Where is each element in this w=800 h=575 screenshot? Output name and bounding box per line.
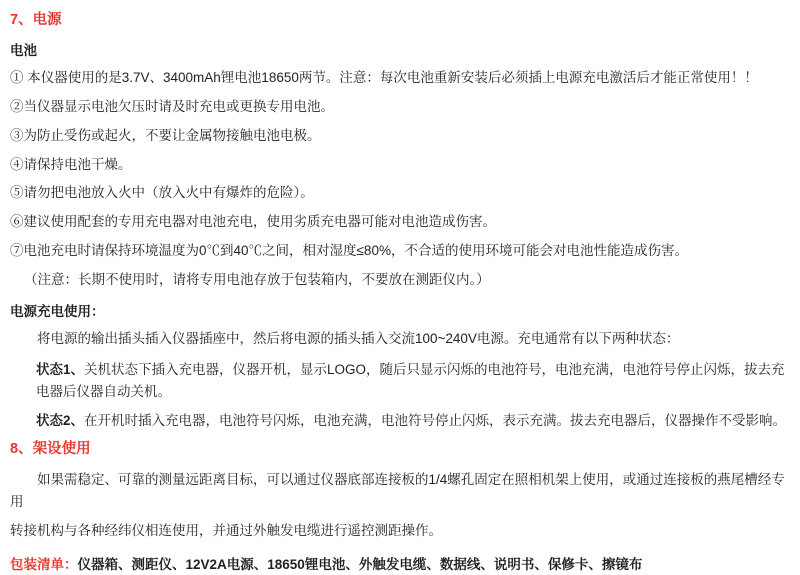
- subheading-charging: 电源充电使用：: [10, 303, 105, 319]
- battery-item-6: ⑥建议使用配套的专用充电器对电池充电，使用劣质充电器可能对电池造成伤害。: [10, 214, 496, 230]
- battery-item-7: ⑦电池充电时请保持环境温度为0℃到40℃之间，相对湿度≤80%，不合适的使用环境可能会对电池性能造成伤害。: [10, 243, 688, 259]
- battery-item-4: ④请保持电池干燥。: [10, 156, 132, 172]
- battery-item-3: ③为防止受伤或起火，不要让金属物接触电池电极。: [10, 127, 321, 143]
- charging-state-2: [10, 410, 788, 432]
- battery-item-1: ① 本仪器使用的是3.7V、3400mAh锂电池18650两节。注意：每次电池重新安装后必须插上电源充电激活后才能正常使用！！: [10, 70, 758, 85]
- section-heading-mounting: 8、架设使用: [10, 440, 91, 457]
- charging-state-1: [10, 359, 788, 403]
- charging-state-1-label: 状态1、: [36, 361, 85, 377]
- charging-state-2-text: 在开机时插入充电器，电池符号闪烁，电池充满，电池符号停止闪烁，表示充满。拔去充电器后，仪器操作不受影响。: [84, 412, 787, 428]
- packing-list: [10, 554, 788, 575]
- charging-intro-text: 将电源的输出插头插入仪器插座中，然后将电源的插头插入交流100~240V电源。充电通常有以下两种状态：: [37, 331, 680, 347]
- battery-storage-note: （注意：长期不使用时，请将专用电池存放于包装箱内，不要放在测距仪内。）: [24, 272, 490, 288]
- packing-list-label: 包装清单：: [10, 556, 78, 572]
- mounting-paragraph-line-2: 转接机构与各种经纬仪相连使用，并通过外触发电缆进行遥控测距操作。: [10, 523, 442, 539]
- battery-item-5: ⑤请勿把电池放入火中（放入火中有爆炸的危险）。: [10, 185, 314, 201]
- section-heading-power: 7、电源: [10, 12, 62, 28]
- charging-state-1-text: 关机状态下插入充电器，仪器开机，显示LOGO，随后只显示闪烁的电池符号，电池充满，电池符号停止闪烁，拔去充电器后仪器自动关机。: [36, 361, 785, 399]
- subheading-battery: 电池: [10, 42, 37, 58]
- mounting-paragraph-line-1: 如果需稳定、可靠的测量远距离目标，可以通过仪器底部连接板的1/4螺孔固定在照相机架上使用，或通过连接板的燕尾槽经专用: [10, 472, 785, 510]
- packing-list-items: 仪器箱、测距仪、12V2A电源、18650锂电池、外触发电缆、数据线、说明书、保修卡、擦镜布: [77, 556, 643, 572]
- charging-state-2-label: 状态2、: [36, 412, 85, 428]
- battery-item-2: ②当仪器显示电池欠压时请及时充电或更换专用电池。: [10, 98, 334, 114]
